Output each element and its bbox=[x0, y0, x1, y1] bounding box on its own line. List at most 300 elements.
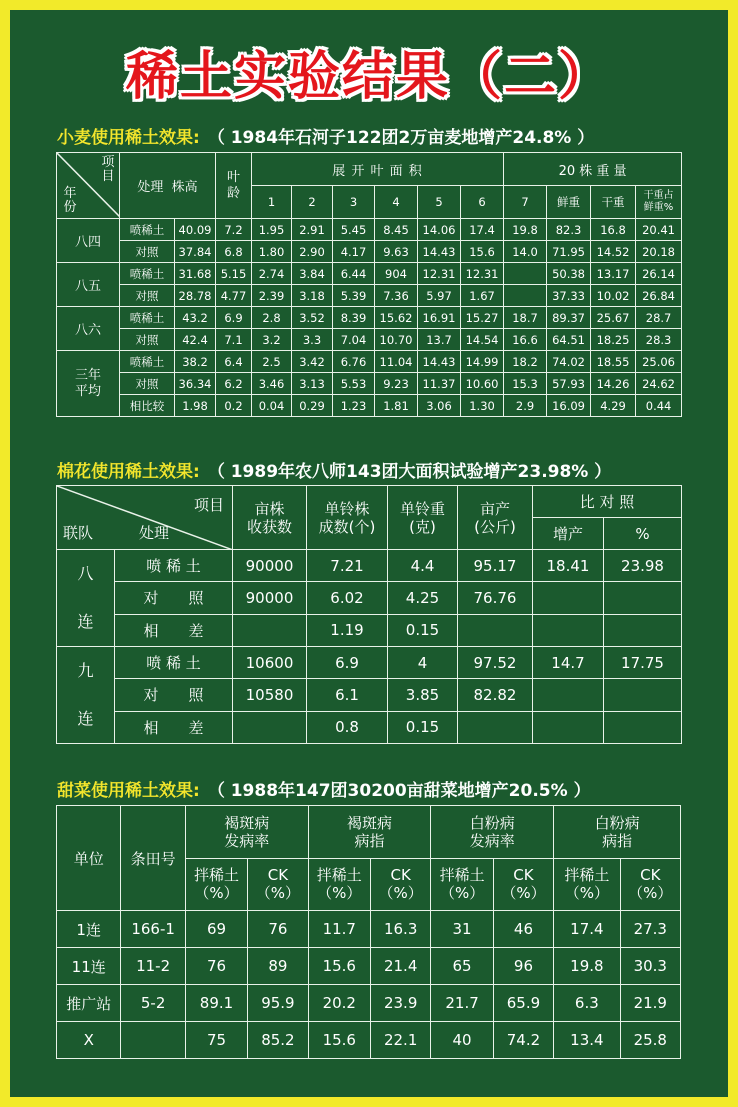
beet-h-field: 条田号 bbox=[121, 806, 185, 911]
value-cell: 2.39 bbox=[252, 285, 292, 307]
beet-section-heading bbox=[57, 776, 591, 801]
leaf-col-7: 7 bbox=[504, 186, 547, 219]
cotton-table bbox=[56, 485, 682, 744]
wheat-h-area: 展 开 叶 面 积 bbox=[252, 153, 504, 186]
value-cell: 65 bbox=[431, 948, 493, 985]
sub-ck-a: CK bbox=[640, 866, 661, 885]
wheat-year-line: 平均 bbox=[74, 383, 101, 399]
beet-label: 甜菜使用稀土效果: bbox=[57, 781, 200, 801]
beet-h-group-1 bbox=[185, 806, 308, 859]
treatment-cell: 对照 bbox=[120, 373, 175, 395]
wheat-h-treat: 处理 bbox=[137, 180, 164, 195]
table-row bbox=[57, 647, 682, 679]
value-cell: 69 bbox=[185, 911, 247, 948]
value-cell: 95.9 bbox=[248, 985, 308, 1022]
value-cell: 40 bbox=[431, 1022, 493, 1059]
value-cell: 10580 bbox=[233, 679, 307, 711]
wheat-section-heading bbox=[57, 123, 594, 148]
treatment-cell: 喷稀土 bbox=[120, 307, 175, 329]
value-cell: 24.62 bbox=[636, 373, 682, 395]
table-row bbox=[57, 985, 681, 1022]
value-cell: 27.3 bbox=[620, 911, 680, 948]
wheat-body bbox=[57, 219, 682, 417]
wheat-h-item: 项目 bbox=[101, 155, 115, 184]
cotton-section-heading bbox=[57, 457, 611, 482]
value-cell: 14.99 bbox=[461, 351, 504, 373]
cotton-h-inc: 增产 bbox=[533, 518, 604, 550]
value-cell: 25.67 bbox=[591, 307, 636, 329]
sub-rare-earth-a: 拌稀土 bbox=[316, 866, 362, 885]
value-cell: 20.18 bbox=[636, 241, 682, 263]
value-cell: 37.84 bbox=[175, 241, 216, 263]
value-cell: 3.3 bbox=[292, 329, 333, 351]
value-cell: 97.52 bbox=[458, 647, 533, 679]
value-cell: 40.09 bbox=[175, 219, 216, 241]
table-row bbox=[57, 351, 682, 373]
value-cell: 11.37 bbox=[418, 373, 461, 395]
treatment-cell: 对 照 bbox=[115, 679, 233, 711]
leaf-col-3: 3 bbox=[333, 186, 375, 219]
table-row bbox=[57, 263, 682, 285]
value-cell bbox=[533, 614, 604, 646]
value-cell: 14.06 bbox=[418, 219, 461, 241]
cotton-h-treat: 处理 bbox=[139, 524, 170, 542]
value-cell: 75 bbox=[185, 1022, 247, 1059]
field-cell bbox=[121, 1022, 185, 1059]
value-cell: 89.1 bbox=[185, 985, 247, 1022]
sub-ck bbox=[620, 858, 680, 911]
unit-cell: 推广站 bbox=[57, 985, 121, 1022]
value-cell: 22.1 bbox=[370, 1022, 430, 1059]
value-cell: 13.4 bbox=[554, 1022, 620, 1059]
field-cell: 5-2 bbox=[121, 985, 185, 1022]
value-cell: 5.53 bbox=[333, 373, 375, 395]
value-cell: 10600 bbox=[233, 647, 307, 679]
value-cell: 10.60 bbox=[461, 373, 504, 395]
leaf-col-5: 5 bbox=[418, 186, 461, 219]
value-cell: 74.02 bbox=[547, 351, 591, 373]
value-cell: 21.7 bbox=[431, 985, 493, 1022]
cotton-team-cell bbox=[57, 550, 115, 647]
value-cell: 3.06 bbox=[418, 395, 461, 417]
value-cell: 16.8 bbox=[591, 219, 636, 241]
value-cell bbox=[533, 711, 604, 743]
wheat-h-fresh: 鲜重 bbox=[547, 186, 591, 219]
beet-h-g2a: 褐斑病 bbox=[346, 813, 392, 832]
value-cell: 19.8 bbox=[504, 219, 547, 241]
value-cell: 4.4 bbox=[388, 550, 458, 582]
cotton-h-c4a: 亩产 bbox=[479, 499, 510, 518]
cotton-h-c1 bbox=[233, 486, 307, 550]
wheat-h-ratio bbox=[636, 186, 682, 219]
table-row bbox=[57, 219, 682, 241]
value-cell: 2.9 bbox=[504, 395, 547, 417]
value-cell: 23.98 bbox=[604, 550, 682, 582]
wheat-h-year: 年份 bbox=[63, 186, 77, 215]
value-cell: 28.78 bbox=[175, 285, 216, 307]
value-cell: 3.42 bbox=[292, 351, 333, 373]
table-row bbox=[57, 241, 682, 263]
value-cell: 42.4 bbox=[175, 329, 216, 351]
table-row bbox=[57, 1022, 681, 1059]
beet-h-unit: 单位 bbox=[57, 806, 121, 911]
team-char: 九 bbox=[77, 661, 94, 680]
team-char: 连 bbox=[77, 612, 94, 631]
table-row bbox=[57, 582, 682, 614]
value-cell: 5.45 bbox=[333, 219, 375, 241]
value-cell: 28.7 bbox=[636, 307, 682, 329]
value-cell: 6.44 bbox=[333, 263, 375, 285]
value-cell: 15.6 bbox=[308, 948, 370, 985]
value-cell: 20.2 bbox=[308, 985, 370, 1022]
sub-ck bbox=[248, 858, 308, 911]
value-cell: 9.23 bbox=[375, 373, 418, 395]
treatment-cell: 相比较 bbox=[120, 395, 175, 417]
cotton-subtitle: （ 1989年农八师143团大面积试验增产23.98% ） bbox=[207, 462, 612, 482]
treatment-cell: 相 差 bbox=[115, 711, 233, 743]
value-cell: 0.44 bbox=[636, 395, 682, 417]
wheat-year-cell: 八五 bbox=[57, 263, 120, 307]
sub-rare-earth-b: （%） bbox=[317, 884, 362, 903]
value-cell: 6.2 bbox=[216, 373, 252, 395]
unit-cell: 11连 bbox=[57, 948, 121, 985]
value-cell bbox=[504, 285, 547, 307]
value-cell: 2.91 bbox=[292, 219, 333, 241]
value-cell: 8.39 bbox=[333, 307, 375, 329]
value-cell: 10.02 bbox=[591, 285, 636, 307]
value-cell: 7.21 bbox=[307, 550, 388, 582]
sub-ck-b: （%） bbox=[378, 884, 423, 903]
treatment-cell: 喷稀土 bbox=[120, 219, 175, 241]
treatment-cell: 喷稀土 bbox=[120, 263, 175, 285]
cotton-label: 棉花使用稀土效果: bbox=[57, 462, 200, 482]
table-row bbox=[57, 285, 682, 307]
value-cell: 9.63 bbox=[375, 241, 418, 263]
value-cell: 85.2 bbox=[248, 1022, 308, 1059]
value-cell: 7.36 bbox=[375, 285, 418, 307]
leaf-col-1: 1 bbox=[252, 186, 292, 219]
value-cell: 2.5 bbox=[252, 351, 292, 373]
team-char: 连 bbox=[77, 709, 94, 728]
value-cell: 90000 bbox=[233, 550, 307, 582]
value-cell: 30.3 bbox=[620, 948, 680, 985]
value-cell: 1.67 bbox=[461, 285, 504, 307]
table-row bbox=[57, 911, 681, 948]
beet-h-g3a: 白粉病 bbox=[469, 813, 515, 832]
wheat-h-weight: 20 株 重 量 bbox=[504, 153, 682, 186]
value-cell: 1.30 bbox=[461, 395, 504, 417]
value-cell: 17.4 bbox=[461, 219, 504, 241]
value-cell: 5.15 bbox=[216, 263, 252, 285]
beet-subtitle: （ 1988年147团30200亩甜菜地增产20.5% ） bbox=[207, 781, 591, 801]
value-cell: 0.15 bbox=[388, 711, 458, 743]
wheat-h-age-1: 叶 bbox=[227, 169, 241, 185]
sub-rare-earth-a: 拌稀土 bbox=[439, 866, 485, 885]
sub-ck-a: CK bbox=[267, 866, 289, 885]
value-cell: 95.17 bbox=[458, 550, 533, 582]
cotton-corner-cell bbox=[57, 486, 233, 550]
value-cell: 65.9 bbox=[493, 985, 553, 1022]
value-cell: 14.52 bbox=[591, 241, 636, 263]
table-row bbox=[57, 711, 682, 743]
wheat-h-age-2: 龄 bbox=[227, 185, 241, 201]
value-cell: 14.43 bbox=[418, 351, 461, 373]
value-cell: 2.74 bbox=[252, 263, 292, 285]
value-cell: 1.98 bbox=[175, 395, 216, 417]
value-cell: 6.76 bbox=[333, 351, 375, 373]
cotton-h-c2a: 单铃株 bbox=[324, 499, 370, 518]
table-row bbox=[57, 550, 682, 582]
value-cell bbox=[604, 614, 682, 646]
value-cell: 4.25 bbox=[388, 582, 458, 614]
value-cell: 6.8 bbox=[216, 241, 252, 263]
value-cell: 3.84 bbox=[292, 263, 333, 285]
value-cell: 6.4 bbox=[216, 351, 252, 373]
beet-h-group-3 bbox=[431, 806, 554, 859]
beet-h-g4a: 白粉病 bbox=[594, 813, 640, 832]
treatment-cell: 对照 bbox=[120, 241, 175, 263]
value-cell: 2.8 bbox=[252, 307, 292, 329]
beet-h-g3b: 发病率 bbox=[469, 831, 515, 850]
leaf-col-2: 2 bbox=[292, 186, 333, 219]
value-cell: 38.2 bbox=[175, 351, 216, 373]
value-cell: 50.38 bbox=[547, 263, 591, 285]
cotton-team-cell bbox=[57, 647, 115, 744]
value-cell: 14.0 bbox=[504, 241, 547, 263]
treatment-cell: 对照 bbox=[120, 285, 175, 307]
value-cell: 37.33 bbox=[547, 285, 591, 307]
value-cell: 1.80 bbox=[252, 241, 292, 263]
value-cell: 10.70 bbox=[375, 329, 418, 351]
sub-ck-b: （%） bbox=[501, 884, 546, 903]
beet-h-g1a: 褐斑病 bbox=[224, 813, 270, 832]
wheat-corner-cell bbox=[57, 153, 120, 219]
value-cell: 82.3 bbox=[547, 219, 591, 241]
wheat-year-cell: 八六 bbox=[57, 307, 120, 351]
beet-body bbox=[57, 911, 681, 1059]
value-cell: 0.2 bbox=[216, 395, 252, 417]
value-cell: 12.31 bbox=[461, 263, 504, 285]
value-cell: 14.43 bbox=[418, 241, 461, 263]
value-cell: 64.51 bbox=[547, 329, 591, 351]
sub-rare-earth bbox=[554, 858, 620, 911]
table-row bbox=[57, 329, 682, 351]
value-cell: 18.41 bbox=[533, 550, 604, 582]
wheat-h-ratio-1: 干重占 bbox=[643, 190, 674, 201]
wheat-year-cell: 八四 bbox=[57, 219, 120, 263]
wheat-h-ratio-2: 鲜重% bbox=[643, 202, 674, 213]
value-cell: 904 bbox=[375, 263, 418, 285]
value-cell: 15.62 bbox=[375, 307, 418, 329]
value-cell: 26.14 bbox=[636, 263, 682, 285]
sub-rare-earth-a: 拌稀土 bbox=[564, 866, 610, 885]
wheat-year-cell bbox=[57, 351, 120, 417]
cotton-h-c1b: 收获数 bbox=[246, 517, 292, 536]
sub-ck-b: （%） bbox=[255, 884, 301, 903]
value-cell: 3.18 bbox=[292, 285, 333, 307]
value-cell: 36.34 bbox=[175, 373, 216, 395]
value-cell: 1.23 bbox=[333, 395, 375, 417]
value-cell: 3.85 bbox=[388, 679, 458, 711]
sub-rare-earth-b: （%） bbox=[439, 884, 485, 903]
value-cell bbox=[233, 614, 307, 646]
value-cell: 3.2 bbox=[252, 329, 292, 351]
sub-ck bbox=[493, 858, 553, 911]
value-cell: 23.9 bbox=[370, 985, 430, 1022]
beet-h-g1b: 发病率 bbox=[224, 831, 270, 850]
value-cell: 6.02 bbox=[307, 582, 388, 614]
value-cell: 6.9 bbox=[216, 307, 252, 329]
value-cell: 82.82 bbox=[458, 679, 533, 711]
value-cell bbox=[604, 679, 682, 711]
value-cell: 76 bbox=[248, 911, 308, 948]
value-cell: 6.3 bbox=[554, 985, 620, 1022]
field-cell: 166-1 bbox=[121, 911, 185, 948]
value-cell: 4.17 bbox=[333, 241, 375, 263]
beet-h-group-4 bbox=[554, 806, 681, 859]
value-cell: 17.75 bbox=[604, 647, 682, 679]
value-cell: 1.81 bbox=[375, 395, 418, 417]
field-cell: 11-2 bbox=[121, 948, 185, 985]
value-cell: 20.41 bbox=[636, 219, 682, 241]
table-row bbox=[57, 948, 681, 985]
value-cell: 5.39 bbox=[333, 285, 375, 307]
treatment-cell: 喷稀土 bbox=[120, 351, 175, 373]
value-cell bbox=[604, 582, 682, 614]
unit-cell: X bbox=[57, 1022, 121, 1059]
value-cell: 13.17 bbox=[591, 263, 636, 285]
value-cell: 3.46 bbox=[252, 373, 292, 395]
sub-rare-earth-a: 拌稀土 bbox=[194, 866, 240, 885]
cotton-h-item: 项目 bbox=[193, 496, 224, 514]
leaf-col-4: 4 bbox=[375, 186, 418, 219]
value-cell: 15.3 bbox=[504, 373, 547, 395]
value-cell: 0.29 bbox=[292, 395, 333, 417]
treatment-cell: 喷 稀 土 bbox=[115, 647, 233, 679]
sub-ck bbox=[370, 858, 430, 911]
value-cell: 4.77 bbox=[216, 285, 252, 307]
value-cell: 13.7 bbox=[418, 329, 461, 351]
value-cell bbox=[604, 711, 682, 743]
value-cell: 8.45 bbox=[375, 219, 418, 241]
value-cell: 21.4 bbox=[370, 948, 430, 985]
value-cell: 31 bbox=[431, 911, 493, 948]
value-cell: 16.6 bbox=[504, 329, 547, 351]
value-cell: 15.27 bbox=[461, 307, 504, 329]
value-cell: 18.55 bbox=[591, 351, 636, 373]
value-cell: 57.93 bbox=[547, 373, 591, 395]
value-cell: 25.8 bbox=[620, 1022, 680, 1059]
value-cell: 18.2 bbox=[504, 351, 547, 373]
treatment-cell: 相 差 bbox=[115, 614, 233, 646]
value-cell: 0.04 bbox=[252, 395, 292, 417]
treatment-cell: 对 照 bbox=[115, 582, 233, 614]
beet-h-group-2 bbox=[308, 806, 431, 859]
value-cell bbox=[458, 711, 533, 743]
cotton-h-c3b: (克) bbox=[409, 517, 436, 536]
value-cell: 6.9 bbox=[307, 647, 388, 679]
value-cell: 89 bbox=[248, 948, 308, 985]
table-row bbox=[57, 679, 682, 711]
cotton-body bbox=[57, 550, 682, 744]
value-cell: 0.15 bbox=[388, 614, 458, 646]
value-cell: 21.9 bbox=[620, 985, 680, 1022]
treatment-cell: 对照 bbox=[120, 329, 175, 351]
value-cell: 2.90 bbox=[292, 241, 333, 263]
cotton-h-c1a: 亩株 bbox=[254, 499, 285, 518]
value-cell: 4.29 bbox=[591, 395, 636, 417]
cotton-h-pct: % bbox=[604, 518, 682, 550]
value-cell: 15.6 bbox=[461, 241, 504, 263]
cotton-h-team: 联队 bbox=[63, 524, 94, 542]
value-cell: 25.06 bbox=[636, 351, 682, 373]
wheat-h-height: 株高 bbox=[171, 180, 198, 195]
unit-cell: 1连 bbox=[57, 911, 121, 948]
wheat-subtitle: （ 1984年石河子122团2万亩麦地增产24.8% ） bbox=[207, 128, 595, 148]
sub-ck-b: （%） bbox=[628, 884, 673, 903]
value-cell: 1.95 bbox=[252, 219, 292, 241]
value-cell: 3.52 bbox=[292, 307, 333, 329]
value-cell: 14.26 bbox=[591, 373, 636, 395]
value-cell: 0.8 bbox=[307, 711, 388, 743]
sub-rare-earth-b: （%） bbox=[194, 884, 239, 903]
value-cell: 19.8 bbox=[554, 948, 620, 985]
treatment-cell: 喷 稀 土 bbox=[115, 550, 233, 582]
wheat-h-age bbox=[216, 153, 252, 219]
value-cell: 31.68 bbox=[175, 263, 216, 285]
value-cell: 26.84 bbox=[636, 285, 682, 307]
value-cell: 96 bbox=[493, 948, 553, 985]
cotton-h-c2 bbox=[307, 486, 388, 550]
value-cell: 16.09 bbox=[547, 395, 591, 417]
table-row bbox=[57, 614, 682, 646]
cotton-h-c4b: (公斤) bbox=[474, 517, 516, 536]
value-cell: 89.37 bbox=[547, 307, 591, 329]
sub-rare-earth bbox=[308, 858, 370, 911]
value-cell: 14.54 bbox=[461, 329, 504, 351]
sub-rare-earth bbox=[185, 858, 247, 911]
value-cell: 4 bbox=[388, 647, 458, 679]
cotton-h-c3a: 单铃重 bbox=[399, 499, 445, 518]
value-cell bbox=[533, 679, 604, 711]
sub-rare-earth-b: （%） bbox=[564, 884, 609, 903]
wheat-h-dry: 干重 bbox=[591, 186, 636, 219]
value-cell: 12.31 bbox=[418, 263, 461, 285]
wheat-year-line: 三年 bbox=[74, 367, 101, 383]
table-row bbox=[57, 373, 682, 395]
value-cell: 5.97 bbox=[418, 285, 461, 307]
value-cell: 28.3 bbox=[636, 329, 682, 351]
wheat-table bbox=[56, 152, 682, 417]
value-cell bbox=[533, 582, 604, 614]
value-cell: 76 bbox=[185, 948, 247, 985]
wheat-label: 小麦使用稀土效果: bbox=[57, 128, 200, 148]
value-cell: 18.7 bbox=[504, 307, 547, 329]
value-cell: 46 bbox=[493, 911, 553, 948]
beet-h-g2b: 病指 bbox=[354, 831, 385, 850]
leaf-col-6: 6 bbox=[461, 186, 504, 219]
beet-h-g4b: 病指 bbox=[602, 831, 633, 850]
value-cell: 16.3 bbox=[370, 911, 430, 948]
value-cell: 71.95 bbox=[547, 241, 591, 263]
value-cell bbox=[504, 263, 547, 285]
value-cell: 6.1 bbox=[307, 679, 388, 711]
value-cell: 11.7 bbox=[308, 911, 370, 948]
value-cell: 1.19 bbox=[307, 614, 388, 646]
value-cell: 7.1 bbox=[216, 329, 252, 351]
cotton-h-c3 bbox=[388, 486, 458, 550]
team-char: 八 bbox=[77, 564, 94, 583]
